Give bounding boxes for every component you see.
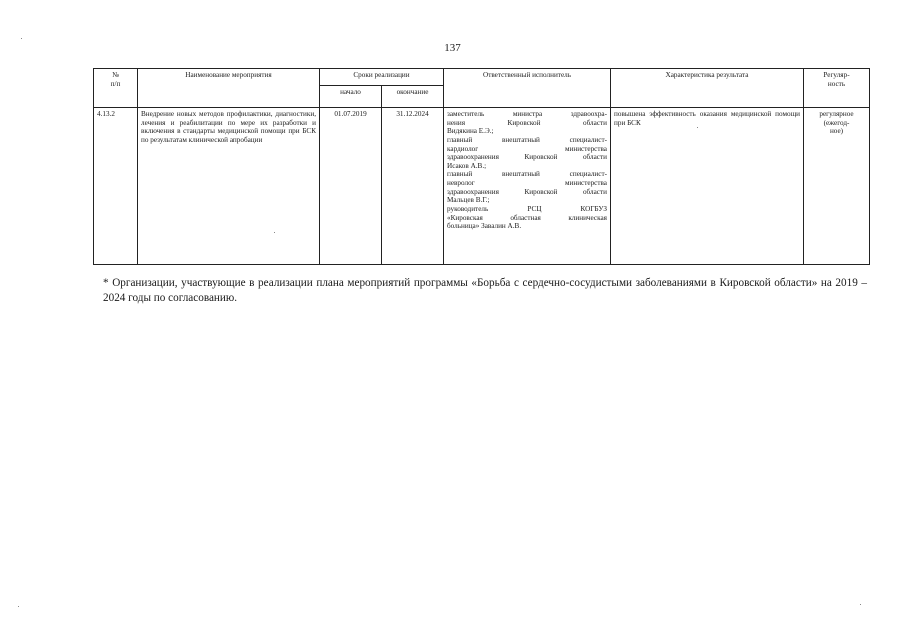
- header-result: Характеристика результата: [611, 69, 804, 108]
- executor-line: кардиолог министерства: [447, 144, 607, 153]
- executor-line: больница» Завалин А.В.: [447, 222, 522, 231]
- footnote: * Организации, участвующие в реализации плана мероприятий программы «Борьба с сердечно-сосудистыми заболеваниями в Кировской области» на 2019 – 2024 годы по согласованию.: [103, 277, 867, 304]
- header-activity-name: Наименование мероприятия: [138, 69, 320, 108]
- scan-speck: [697, 127, 698, 128]
- executor-line: Мальцев В.Г.;: [447, 196, 490, 205]
- header-executor: Ответственный исполнитель: [444, 69, 611, 108]
- row-executor: [444, 108, 611, 265]
- header-row: [94, 69, 870, 86]
- table-row: [94, 108, 870, 265]
- scan-speck: [274, 232, 275, 233]
- executor-line: здравоохранения Кировской области: [447, 187, 607, 196]
- page-number: 137: [444, 42, 461, 54]
- row-number: 4.13.2: [94, 108, 138, 265]
- scan-speck: [860, 604, 861, 605]
- row-activity-name: Внедрение новых методов профилактики, диагностики, лечения и реабилитации по мере их разработки и включения в стандарты медицинской помощи при БСК по результатам клинической апробации: [138, 108, 320, 265]
- action-plan-table: [93, 68, 870, 265]
- row-result: повышена эффективность оказания медицинской помощи при БСК: [611, 108, 804, 265]
- header-number: № п/п: [94, 69, 138, 108]
- scan-speck: [18, 606, 19, 607]
- executor-line: заместитель министра здравоохра-: [447, 110, 607, 118]
- row-end-date: 31.12.2024: [382, 108, 444, 265]
- executor-line: здравоохранения Кировской области: [447, 153, 607, 162]
- executor-line: Исаков А.В.;: [447, 161, 487, 170]
- row-regularity: регулярное (ежегод- ное): [804, 108, 870, 265]
- header-regularity: Регуляр- ность: [804, 69, 870, 108]
- executor-line: главный внештатный специалист-: [447, 170, 607, 179]
- executor-line: нения Кировской области: [447, 118, 607, 127]
- header-end: окончание: [382, 86, 444, 108]
- header-start: начало: [320, 86, 382, 108]
- executor-line: Видякина Е.Э.;: [447, 127, 494, 136]
- executor-line: главный внештатный специалист-: [447, 135, 607, 144]
- scan-speck: [21, 38, 22, 39]
- row-start-date: 01.07.2019: [320, 108, 382, 265]
- executor-line: «Кировская областная клиническая: [447, 213, 607, 222]
- executor-line: невролог министерства: [447, 179, 607, 188]
- header-terms: Сроки реализации: [320, 69, 444, 86]
- executor-line: руководитель РСЦ КОГБУЗ: [447, 205, 607, 214]
